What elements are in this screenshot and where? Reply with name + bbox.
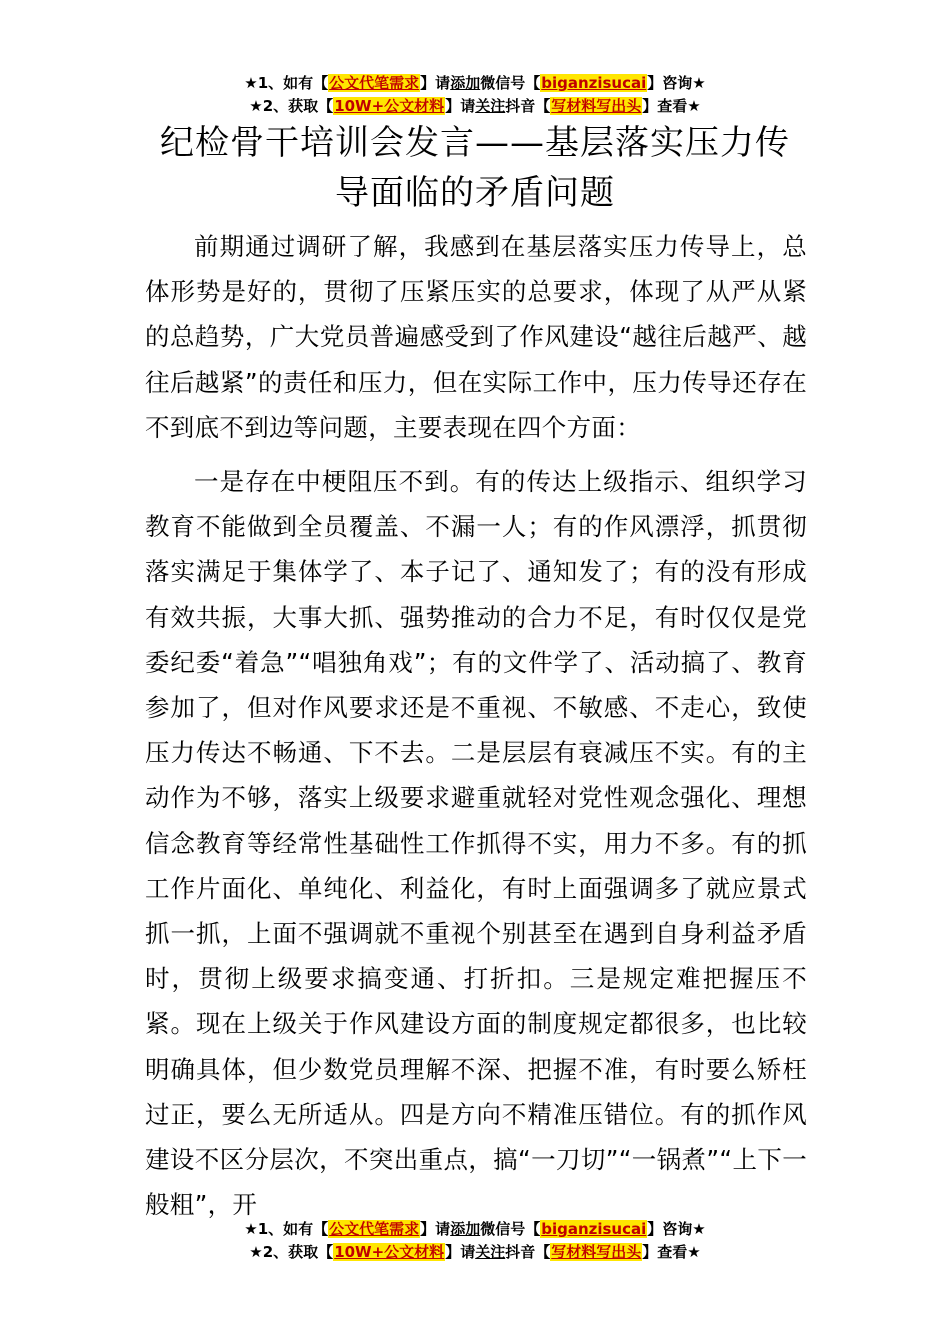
banner-underline: 添加 xyxy=(450,1220,481,1238)
banner-underline: 关注 xyxy=(475,97,506,115)
banner-highlight: 写材料写出头 xyxy=(551,97,642,115)
banner-highlight: 公文代笔需求 xyxy=(329,74,420,92)
banner-text: 】查看★ xyxy=(642,1243,701,1261)
banner-line-1 xyxy=(0,72,950,95)
banner-line-2 xyxy=(0,95,950,118)
banner-text: 】咨询★ xyxy=(647,1220,706,1238)
banner-underline: 关注 xyxy=(475,1243,506,1261)
banner-highlight: 写材料写出头 xyxy=(551,1243,642,1261)
banner-text: 】请 xyxy=(445,1243,476,1261)
banner-line-2 xyxy=(0,1241,950,1264)
banner-highlight: 10W+公文材料 xyxy=(334,1243,445,1261)
paragraph: 前期通过调研了解，我感到在基层落实压力传导上，总体形势是好的，贯彻了压紧压实的总要求，体现了从严从紧的总趋势，广大党员普遍感受到了作风建设“越往后越严、越往后越紧”的责任和压力，但在实际工作中，压力传导还存在不到底不到边等问题，主要表现在四个方面： xyxy=(145,232,807,442)
banner-highlight: 10W+公文材料 xyxy=(334,97,445,115)
banner-text: 抖音【 xyxy=(505,97,551,115)
banner-text: 微信号【 xyxy=(480,74,541,92)
banner-highlight: 公文代笔需求 xyxy=(329,1220,420,1238)
paragraph: 一是存在中梗阻压不到。有的传达上级指示、组织学习教育不能做到全员覆盖、不漏一人；有的作风漂浮，抓贯彻落实满足于集体学了、本子记了、通知发了；有的没有形成有效共振，大事大抓、强势推动的合力不足，有时仅仅是党委纪委“着急”“唱独角戏”；有的文件学了、活动搞了、教育参加了，但对作风要求还是不重视、不敏感、不走心，致使压力传达不畅通、下不去。二是层层有衰减压不实。有的主动作为不够，落实上级要求避重就轻对党性观念强化、理想信念教育等经常性基础性工作抓得不实，用力不多。有的抓工作片面化、单纯化、利益化，有时上面强调多了就应景式抓一抓，上面不强调就不重视个别甚至在遇到自身利益矛盾时，贯彻上级要求搞变通、打折扣。三是规定难把握压不紧。现在上级关于作风建设方面的制度规定都很多，也比较明确具体，但少数党员理解不深、把握不准，有时要么矫枉过正，要么无所适从。四是方向不精准压错位。有的抓作风建设不区分层次，不突出重点，搞“一刀切”“一锅煮”“上下一般粗”，开 xyxy=(145,467,807,1220)
banner-text: ★1、如有【 xyxy=(244,1220,329,1238)
banner-text: ★2、获取【 xyxy=(249,1243,334,1261)
banner-text: ★2、获取【 xyxy=(249,97,334,115)
banner-text: 抖音【 xyxy=(505,1243,551,1261)
footer-banner xyxy=(0,1218,950,1264)
banner-text: 】请 xyxy=(420,74,451,92)
banner-text: 】请 xyxy=(420,1220,451,1238)
banner-text: 】咨询★ xyxy=(647,74,706,92)
banner-highlight: biganzisucai xyxy=(541,74,647,92)
banner-text: 】查看★ xyxy=(642,97,701,115)
banner-highlight: biganzisucai xyxy=(541,1220,647,1238)
banner-line-1 xyxy=(0,1218,950,1241)
header-banner xyxy=(0,72,950,118)
banner-underline: 添加 xyxy=(450,74,481,92)
banner-text: 】请 xyxy=(445,97,476,115)
banner-text: ★1、如有【 xyxy=(244,74,329,92)
document-body xyxy=(145,224,807,1236)
banner-text: 微信号【 xyxy=(480,1220,541,1238)
document-title: 纪检骨干培训会发言——基层落实压力传导面临的矛盾问题 xyxy=(160,123,790,213)
